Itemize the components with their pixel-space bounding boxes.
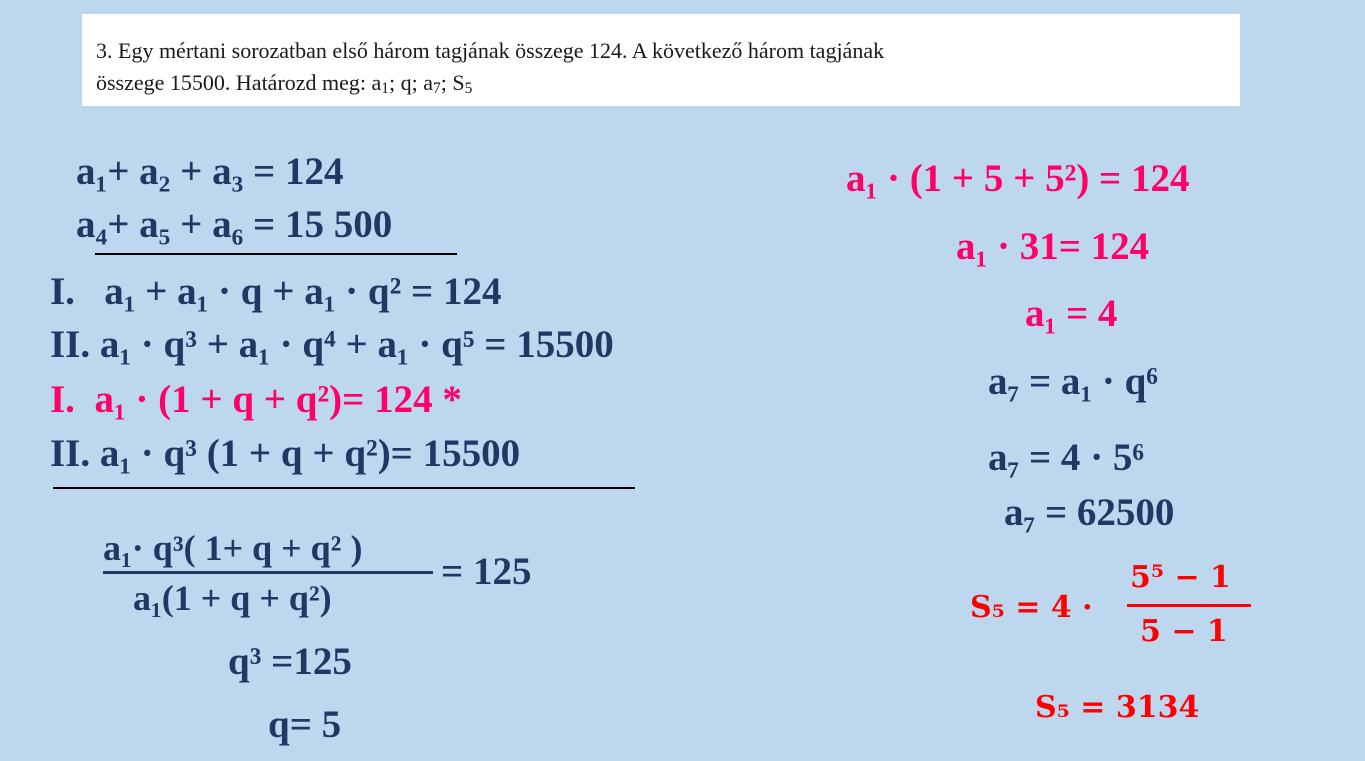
equation-II-label: II. — [50, 323, 91, 366]
s5-formula-lhs: S₅ = 4 · — [970, 590, 1093, 625]
q-cubed-equation: q³ =125 — [228, 640, 352, 683]
fraction-result: = 125 — [441, 550, 532, 593]
equation-sum-next-three: a₄+ a₅ + a₆ = 15 500 — [76, 203, 393, 246]
s5-result: S₅ = 3134 — [1035, 690, 1200, 725]
task-line-2-mid: ; q; a — [389, 70, 433, 95]
equation-I-factored-label: I. — [50, 378, 75, 421]
fraction-denominator: a₁(1 + q + q²) — [133, 578, 332, 618]
divider-line-bottom — [53, 487, 635, 489]
divider-line-top — [95, 253, 457, 255]
equation-II-expanded — [50, 323, 614, 367]
s5-numerator: 5⁵ − 1 — [1130, 560, 1231, 595]
equation-I-label: I. — [50, 270, 75, 313]
equation-sum-first-three: a₁+ a₂ + a₃ = 124 — [76, 150, 344, 193]
task-statement-box — [82, 14, 1240, 106]
equation-II-body: a₁ · q³ + a₁ · q⁴ + a₁ · q⁵ = 15500 — [99, 323, 614, 366]
a7-formula: a₇ = a₁ · q⁶ — [988, 360, 1158, 403]
equation-I-expanded — [50, 270, 502, 314]
s5-fraction-bar — [1127, 604, 1251, 607]
a7-substitution: a₇ = 4 · 5⁶ — [988, 436, 1145, 479]
a1-substitution: a₁ · (1 + 5 + 5²) = 124 — [846, 157, 1190, 200]
task-line-1: 3. Egy mértani sorozatban első három tagjának összege 124. A következő három tagjának — [96, 38, 885, 63]
task-line-2-mid2: ; S — [440, 70, 465, 95]
equation-I-factored-body: a₁ · (1 + q + q²)= 124 * — [94, 378, 462, 421]
task-sub-3: 5 — [464, 80, 473, 98]
equation-II-factored — [50, 432, 520, 476]
a1-result: a₁ = 4 — [1025, 292, 1118, 335]
a1-times-31: a₁ · 31= 124 — [956, 225, 1150, 268]
equation-I-factored — [50, 378, 462, 422]
s5-denominator: 5 − 1 — [1140, 614, 1228, 649]
task-sub-1: 1 — [381, 80, 389, 98]
task-line-2 — [96, 67, 1240, 99]
task-line-2-prefix: összege 15500. Határozd meg: a — [96, 70, 382, 95]
fraction-bar — [103, 571, 433, 574]
equation-II-factored-body: a₁ · q³ (1 + q + q²)= 15500 — [99, 432, 521, 475]
a7-result: a₇ = 62500 — [1004, 491, 1175, 534]
equation-I-body: a₁ + a₁ · q + a₁ · q² = 124 — [104, 270, 502, 313]
fraction-numerator: a₁· q³( 1+ q + q² ) — [103, 528, 363, 568]
task-sub-2: 7 — [433, 80, 441, 98]
equation-II-factored-label: II. — [50, 432, 91, 475]
q-result: q= 5 — [268, 703, 342, 746]
